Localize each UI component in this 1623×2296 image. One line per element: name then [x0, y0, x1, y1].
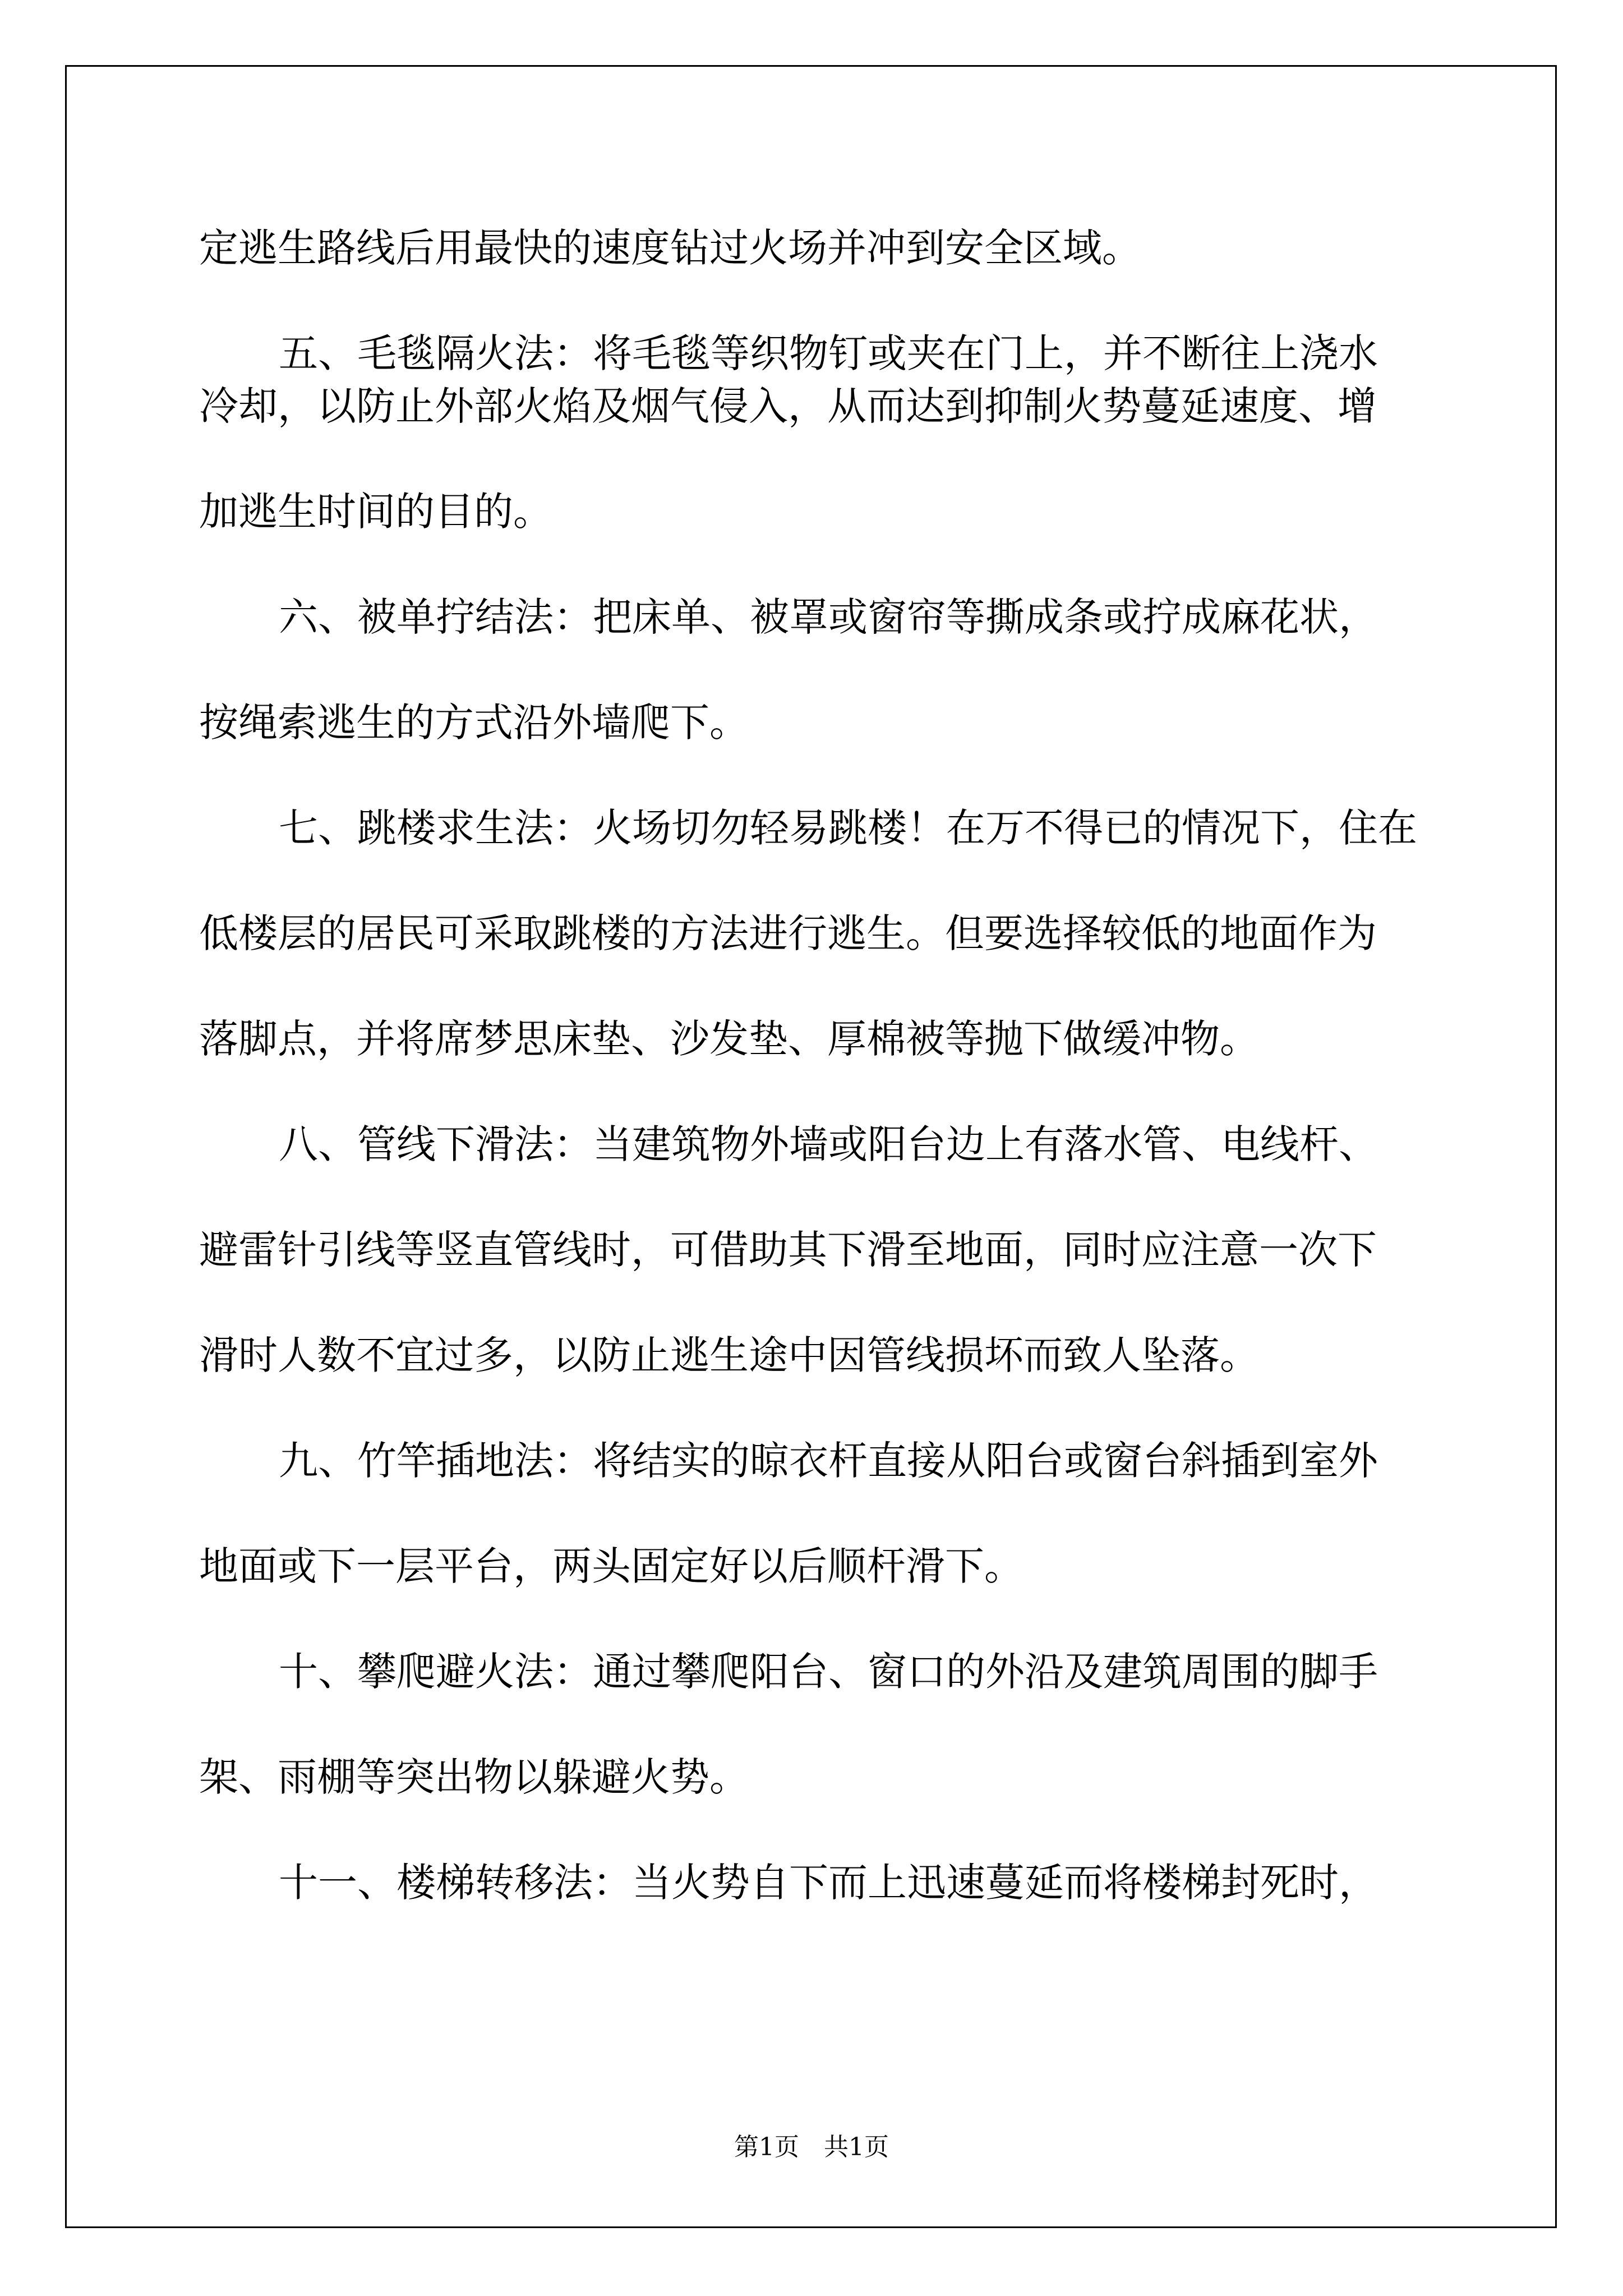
paragraph-jump-method	[199, 802, 1430, 1065]
paragraph-climb-method	[199, 1645, 1430, 1803]
text-line: 低楼层的居民可采取跳楼的方法进行逃生。但要选择较低的地面作为	[199, 910, 1377, 956]
text-line: 架、雨棚等突出物以躲避火势。	[199, 1754, 749, 1800]
paragraph-blanket-method	[199, 327, 1430, 538]
paragraph-continuation	[199, 222, 1430, 274]
document-body	[199, 222, 1430, 1909]
text-line: 十一、楼梯转移法：当火势自下而上迅速蔓延而将楼梯封死时，	[279, 1860, 1378, 1906]
text-line: 加逃生时间的目的。	[199, 489, 552, 535]
text-line: 定逃生路线后用最快的速度钻过火场并冲到安全区域。	[199, 225, 1141, 271]
paragraph-pole-method	[199, 1434, 1430, 1593]
text-line: 六、被单拧结法：把床单、被罩或窗帘等撕成条或拧成麻花状，	[279, 594, 1378, 640]
text-line: 落脚点，并将席梦思床垫、沙发垫、厚棉被等抛下做缓冲物。	[199, 1016, 1259, 1062]
text-line: 地面或下一层平台，两头固定好以后顺杆滑下。	[199, 1543, 1023, 1589]
paragraph-pipe-slide-method	[199, 1118, 1430, 1382]
text-line: 十、攀爬避火法：通过攀爬阳台、窗口的外沿及建筑周围的脚手	[279, 1649, 1378, 1695]
text-line: 五、毛毯隔火法：将毛毯等织物钉或夹在门上，并不断往上浇水	[279, 330, 1378, 376]
text-line: 按绳索逃生的方式沿外墙爬下。	[199, 700, 749, 746]
text-line: 滑时人数不宜过多，以防止逃生途中因管线损坏而致人坠落。	[199, 1332, 1259, 1378]
text-line: 避雷针引线等竖直管线时，可借助其下滑至地面，同时应注意一次下	[199, 1227, 1377, 1273]
page-footer: 第1页 共1页	[734, 2133, 889, 2161]
text-line: 冷却，以防止外部火焰及烟气侵入，从而达到抑制火势蔓延速度、增	[199, 383, 1377, 429]
text-line: 八、管线下滑法：当建筑物外墙或阳台边上有落水管、电线杆、	[279, 1121, 1378, 1167]
text-line: 九、竹竿插地法：将结实的晾衣杆直接从阳台或窗台斜插到室外	[279, 1438, 1378, 1484]
paragraph-sheet-rope-method	[199, 591, 1430, 749]
paragraph-stair-method	[199, 1856, 1430, 1909]
text-line: 七、跳楼求生法：火场切勿轻易跳楼！在万不得已的情况下，住在	[279, 805, 1417, 851]
